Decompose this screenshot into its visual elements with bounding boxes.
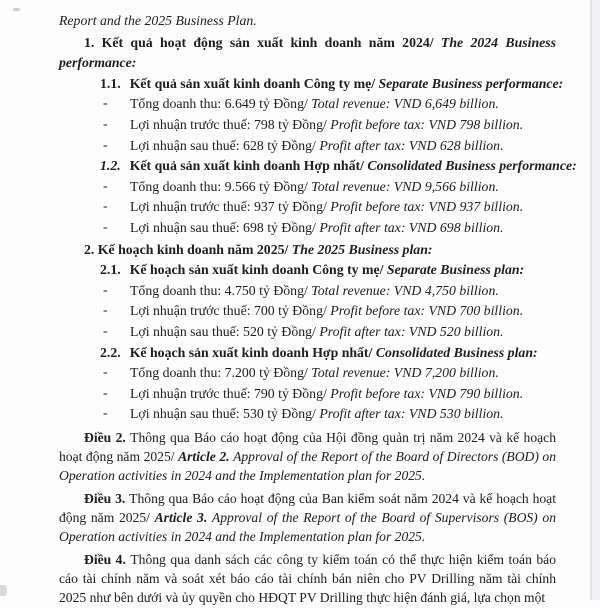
paragraph [59, 490, 556, 546]
text-run: Tổng doanh thu: 4.750 tỷ Đồng/ [130, 282, 312, 298]
bullet-line [59, 136, 556, 157]
text-run: Lợi nhuận sau thuế: 628 tỷ Đồng/ [130, 137, 320, 153]
bullet-dash: - [103, 198, 108, 214]
text-run: Consolidated Business performance: [367, 158, 577, 174]
text-run: Profit before tax: VND 937 billion. [330, 199, 524, 215]
subsection-heading [59, 74, 564, 95]
text-run: Total revenue: VND 4,750 billion. [311, 282, 499, 298]
item-number: 2.1. [100, 262, 121, 278]
bullet-dash: - [103, 405, 108, 421]
text-run: Lợi nhuận sau thuế: 530 tỷ Đồng/ [130, 406, 320, 422]
bullet-dash: - [103, 115, 108, 131]
text-run: Separate Business plan: [386, 262, 525, 278]
bullet-line [59, 177, 556, 198]
bullet-dash: - [103, 364, 108, 380]
text-run: Kết quả sản xuất kinh doanh Công ty mẹ/ [129, 75, 379, 91]
text-run: Kết quả sản xuất kinh doanh Hợp nhất/ [129, 158, 368, 174]
text-run: Lợi nhuận trước thuế: 798 tỷ Đồng/ [130, 116, 331, 132]
text-run: Lợi nhuận trước thuế: 790 tỷ Đồng/ [130, 385, 331, 401]
paragraph [59, 551, 556, 607]
text-run: Total revenue: VND 6,649 billion. [311, 96, 499, 112]
text-run: Lợi nhuận trước thuế: 937 tỷ Đồng/ [130, 199, 331, 215]
text-run: Approval of the Report of the Board of Supervisors (BOS) on Operation activities in 2024 and the Implementation plan for 2025. [59, 510, 556, 544]
text-run: The 2025 Business plan: [291, 241, 433, 257]
text-run: Approval of the Report of the Board of Directors (BOD) on Operation activities in 2024 and the Implementation plan for 2025. [59, 449, 556, 483]
page-edge-shadow [590, 0, 600, 600]
text-run: 2. Kế hoạch kinh doanh năm 2025/ [84, 241, 292, 257]
item-number: 1.1. [100, 75, 121, 91]
text-run: Consolidated Business plan: [375, 344, 538, 360]
text-run: Profit after tax: VND 530 billion. [319, 406, 504, 422]
text-run: Tổng doanh thu: 7.200 tỷ Đồng/ [130, 365, 312, 381]
item-number: 1.2. [100, 158, 121, 174]
bullet-line [59, 322, 556, 343]
text-run: Điều 2. [84, 430, 131, 446]
bullet-line [59, 94, 556, 115]
bullet-line [59, 404, 556, 425]
subsection-heading [59, 260, 556, 281]
bullet-line [59, 363, 556, 384]
text-run: Thông qua Báo cáo hoạt động của Hội đồng quản trị năm 2024 và kế hoạch hoạt động năm 2025/ [59, 430, 556, 465]
scan-artifact-mark [0, 585, 7, 596]
bullet-dash: - [103, 384, 108, 400]
text-run: Tổng doanh thu: 6.649 tỷ Đồng/ [130, 96, 312, 112]
text-run: Tổng doanh thu: 9.566 tỷ Đồng/ [130, 178, 312, 194]
text-run: Profit after tax: VND 698 billion. [319, 219, 504, 235]
document-page [59, 11, 577, 608]
text-run: Điều 4. [84, 552, 131, 568]
text-run: Profit before tax: VND 790 billion. [330, 385, 524, 401]
text-run: Total revenue: VND 7,200 billion. [311, 365, 499, 381]
section-heading [59, 33, 556, 74]
subsection-heading [59, 156, 577, 177]
text-run: The 2024 Business performance: [59, 34, 556, 71]
text-run: Thông qua danh sách các công ty kiểm toán có thể thực hiện kiểm toán báo cáo tài chính năm và soát xét báo cáo tài chính bán niên cho PV Drilling năm tài chính 2025 như bên dưới và ủy quyền cho HĐQT PV Drilling thực hiện đánh giá, lựa chọn một [59, 552, 556, 605]
bullet-dash: - [103, 322, 108, 338]
text-run: Profit before tax: VND 798 billion. [330, 116, 524, 132]
bullet-dash: - [103, 177, 108, 193]
text-run: Lợi nhuận sau thuế: 520 tỷ Đồng/ [130, 323, 320, 339]
text-run: Article 3. [154, 510, 212, 526]
text-run: Total revenue: VND 9,566 billion. [311, 178, 499, 194]
bullet-line [59, 115, 556, 136]
bullet-dash: - [103, 218, 108, 234]
bullet-dash: - [103, 95, 108, 111]
document-blocks [59, 33, 577, 608]
bullet-line [59, 281, 556, 302]
bullet-dash: - [103, 302, 108, 318]
text-run: Profit after tax: VND 520 billion. [319, 323, 504, 339]
subsection-heading [59, 343, 556, 364]
text-run: Separate Business performance: [378, 75, 564, 91]
text-run: 1. Kết quả hoạt động sản xuất kinh doanh năm 2024/ [84, 34, 441, 50]
text-run: Profit after tax: VND 628 billion. [319, 137, 504, 153]
text-run: Điều 3. [84, 491, 130, 507]
text-run: Lợi nhuận trước thuế: 700 tỷ Đồng/ [130, 303, 331, 319]
text-run: Thông qua Báo cáo hoạt động của Ban kiểm soát năm 2024 và kế hoạch hoạt động năm 2025/ [59, 491, 556, 526]
bullet-line [59, 384, 556, 405]
bullet-line [59, 197, 556, 218]
text-run: Kế hoạch sản xuất kinh doanh Hợp nhất/ [129, 344, 376, 360]
item-number: 2.2. [100, 344, 121, 360]
bullet-dash: - [103, 281, 108, 297]
text-run: Article 2. [178, 449, 234, 465]
intro-line: Report and the 2025 Business Plan. [59, 13, 257, 28]
text-run: Kế hoạch sản xuất kinh doanh Công ty mẹ/ [129, 262, 387, 278]
paragraph [59, 429, 556, 485]
section-heading [59, 240, 556, 261]
text-run: Profit before tax: VND 700 billion. [330, 303, 524, 319]
scan-artifact-dot [13, 8, 20, 11]
bullet-line [59, 218, 556, 239]
bullet-line [59, 301, 556, 322]
text-run: Lợi nhuận sau thuế: 698 tỷ Đồng/ [130, 219, 320, 235]
bullet-dash: - [103, 136, 108, 152]
